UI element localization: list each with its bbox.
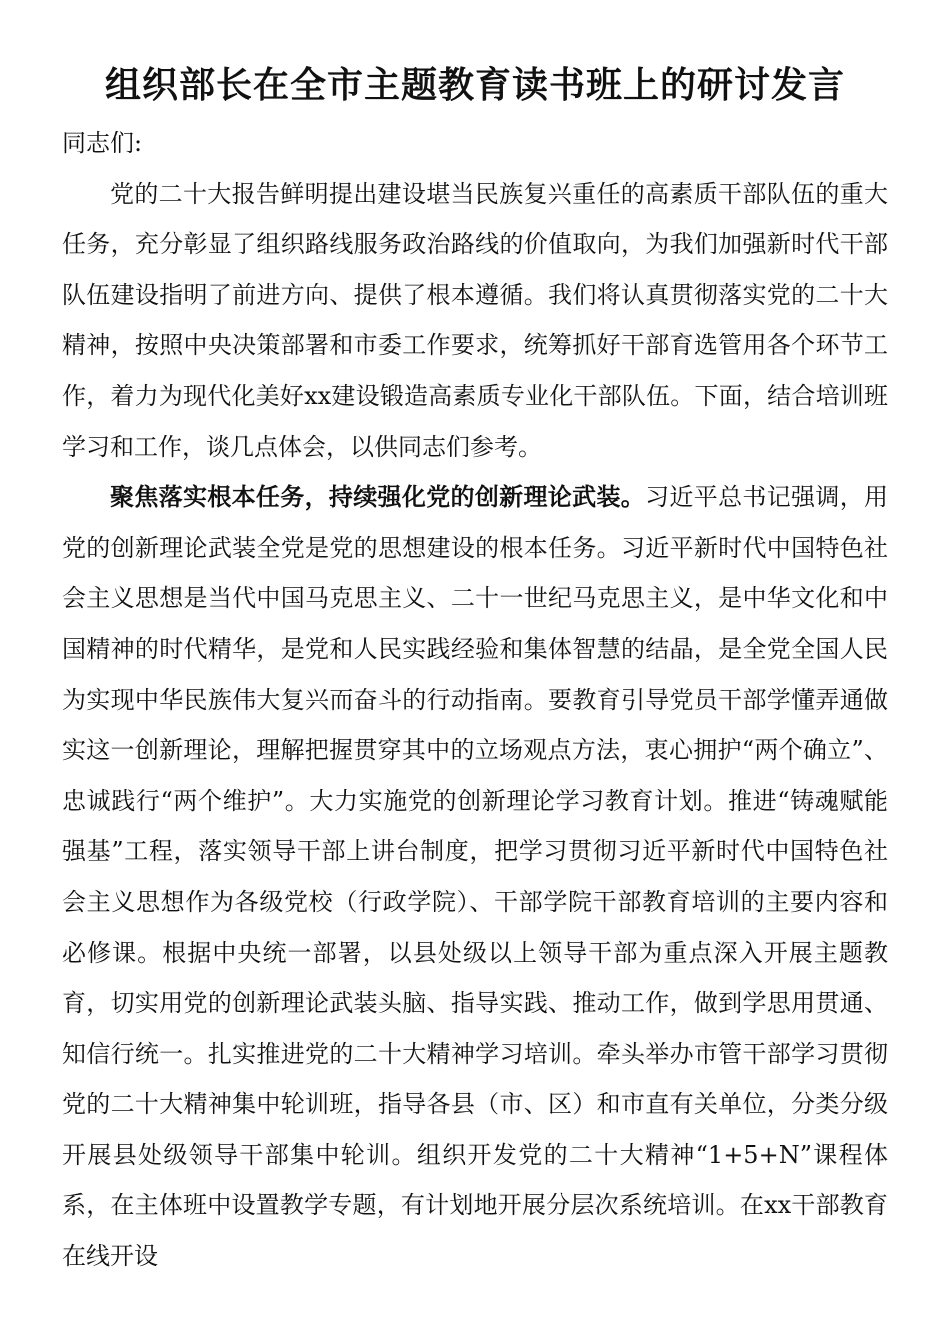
- paragraph-theory: [62, 472, 888, 1282]
- paragraph-intro: [62, 169, 888, 473]
- paragraph-lead: 聚焦落实根本任务，持续强化党的创新理论武装。: [110, 483, 646, 512]
- document-title: 组织部长在全市主题教育读书班上的研讨发言: [104, 65, 845, 106]
- salutation: 同志们:: [62, 129, 143, 157]
- paragraph-text: 习近平总书记强调，用党的创新理论武装全党是党的思想建设的根本任务。习近平新时代中国特色社会主义思想是当代中国马克思主义、二十一世纪马克思主义，是中华文化和中国精神的时代精华，是党和人民实践经验和集体智慧的结晶，是全党全国人民为实现中华民族伟大复兴而奋斗的行动指南。要教育引导党员干部学懂弄通做实这一创新理论，理解把握贯穿其中的立场观点方法，衷心拥护“两个确立”、忠诚践行“两个维护”。大力实施党的创新理论学习教育计划。推进“铸魂赋能强基”工程，落实领导干部上讲台制度，把学习贯彻习近平新时代中国特色社会主义思想作为各级党校（行政学院）、干部学院干部教育培训的主要内容和必修课。根据中央统一部署，以县处级以上领导干部为重点深入开展主题教育，切实用党的创新理论武装头脑、指导实践、推动工作，做到学思用贯通、知信行统一。扎实推进党的二十大精神学习培训。牵头举办市管干部学习贯彻党的二十大精神集中轮训班，指导各县（市、区）和市直有关单位，分类分级开展县处级领导干部集中轮训。组织开发党的二十大精神“1+5+N”课程体系，在主体班中设置教学专题，有计划地开展分层次系统培训。在xx干部教育在线开设: [62, 483, 889, 1271]
- paragraph-text: 党的二十大报告鲜明提出建设堪当民族复兴重任的高素质干部队伍的重大任务，充分彰显了组织路线服务政治路线的价值取向，为我们加强新时代干部队伍建设指明了前进方向、提供了根本遵循。我们将认真贯彻落实党的二十大精神，按照中央决策部署和市委工作要求，统筹抓好干部育选管用各个环节工作，着力为现代化美好xx建设锻造高素质专业化干部队伍。下面，结合培训班学习和工作，谈几点体会，以供同志们参考。: [62, 179, 888, 461]
- document-page: [62, 0, 888, 1344]
- document-body: [62, 118, 888, 1282]
